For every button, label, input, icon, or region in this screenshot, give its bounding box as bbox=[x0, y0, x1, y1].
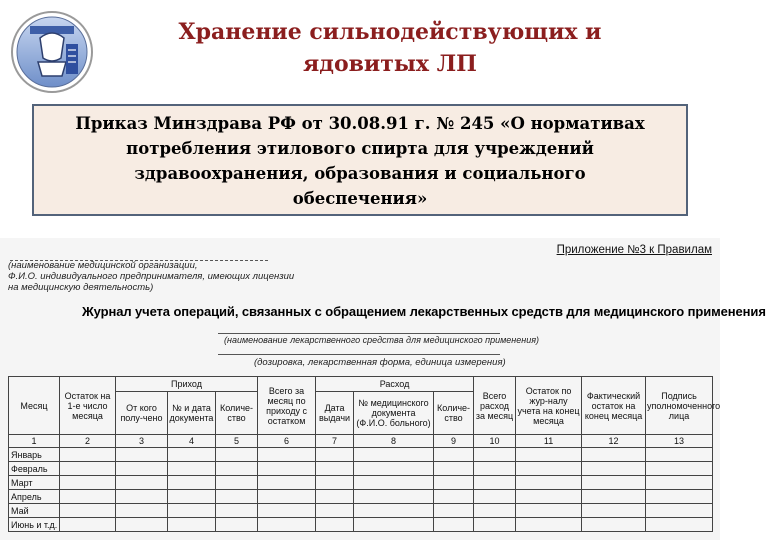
table-cell bbox=[354, 490, 434, 504]
table-row bbox=[9, 462, 713, 476]
table-cell bbox=[258, 462, 316, 476]
table-cell bbox=[434, 490, 474, 504]
table-cell bbox=[434, 476, 474, 490]
dosage-line bbox=[218, 354, 500, 355]
table-cell bbox=[216, 448, 258, 462]
month-name: Май bbox=[9, 504, 60, 518]
header-qty-in: Количе-ство bbox=[216, 392, 258, 435]
table-cell bbox=[354, 518, 434, 532]
header-med-doc-no: № медицинского документа (Ф.И.О. больного) bbox=[354, 392, 434, 435]
header-balance-start: Остаток на 1-е число месяца bbox=[60, 377, 116, 435]
org-caption bbox=[8, 260, 294, 293]
header-signature: Подпись уполномоченного лица bbox=[646, 377, 713, 435]
table-cell bbox=[516, 504, 582, 518]
table-cell bbox=[168, 448, 216, 462]
table-cell bbox=[316, 504, 354, 518]
table-cell bbox=[216, 476, 258, 490]
dosage-caption: (дозировка, лекарственная форма, единица измерения) bbox=[254, 357, 506, 368]
order-line: потребления этилового спирта для учреждений bbox=[126, 139, 594, 158]
table-cell bbox=[354, 504, 434, 518]
table-cell bbox=[316, 476, 354, 490]
order-line: обеспечения» bbox=[292, 189, 428, 208]
title-line-2: ядовитых ЛП bbox=[303, 51, 477, 77]
column-number: 8 bbox=[354, 435, 434, 448]
table-cell bbox=[646, 518, 713, 532]
table-cell bbox=[516, 490, 582, 504]
header-total-with-balance: Всего за месяц по приходу с остатком bbox=[258, 377, 316, 435]
table-cell bbox=[646, 476, 713, 490]
table-cell bbox=[516, 448, 582, 462]
table-cell bbox=[168, 462, 216, 476]
table-cell bbox=[582, 490, 646, 504]
drug-name-caption: (наименование лекарственного средства для медицинского применения) bbox=[224, 335, 540, 345]
header-month: Месяц bbox=[9, 377, 60, 435]
table-cell bbox=[116, 490, 168, 504]
table-cell bbox=[316, 490, 354, 504]
column-number: 11 bbox=[516, 435, 582, 448]
table-cell bbox=[60, 518, 116, 532]
table-cell bbox=[474, 504, 516, 518]
column-number: 1 bbox=[9, 435, 60, 448]
header-income: Приход bbox=[116, 377, 258, 392]
month-name: Июнь и т.д. bbox=[9, 518, 60, 532]
table-cell bbox=[116, 504, 168, 518]
org-caption-line: (наименование медицинской организации, bbox=[8, 260, 198, 271]
table-row bbox=[9, 448, 713, 462]
slide-title bbox=[130, 16, 650, 80]
column-number: 3 bbox=[116, 435, 168, 448]
table-cell bbox=[434, 448, 474, 462]
table-cell bbox=[258, 490, 316, 504]
table-cell bbox=[216, 504, 258, 518]
header-issue-date: Дата выдачи bbox=[316, 392, 354, 435]
journal-title: Журнал учета операций, связанных с обращением лекарственных средств для медицинского применения bbox=[82, 304, 766, 319]
medical-education-emblem-icon bbox=[8, 8, 96, 96]
table-cell bbox=[354, 476, 434, 490]
table-cell bbox=[116, 476, 168, 490]
header-qty-out: Количе-ство bbox=[434, 392, 474, 435]
table-cell bbox=[434, 462, 474, 476]
table-cell bbox=[60, 448, 116, 462]
table-cell bbox=[582, 476, 646, 490]
table-cell bbox=[474, 518, 516, 532]
table-cell bbox=[60, 476, 116, 490]
table-cell bbox=[646, 504, 713, 518]
table-cell bbox=[516, 476, 582, 490]
column-number-row bbox=[9, 435, 713, 448]
table-cell bbox=[60, 490, 116, 504]
column-number: 7 bbox=[316, 435, 354, 448]
month-name: Февраль bbox=[9, 462, 60, 476]
header-balance-end: Остаток по жур-налу учета на конец месяца bbox=[516, 377, 582, 435]
table-cell bbox=[434, 504, 474, 518]
column-number: 12 bbox=[582, 435, 646, 448]
month-name: Март bbox=[9, 476, 60, 490]
table-cell bbox=[582, 462, 646, 476]
table-row bbox=[9, 490, 713, 504]
table-cell bbox=[216, 518, 258, 532]
order-line: здравоохранения, образования и социального bbox=[134, 164, 586, 183]
table-cell bbox=[474, 476, 516, 490]
table-cell bbox=[316, 462, 354, 476]
table-cell bbox=[474, 462, 516, 476]
order-line: Приказ Минздрава РФ от 30.08.91 г. № 245 «О нормативах bbox=[75, 114, 645, 133]
column-number: 10 bbox=[474, 435, 516, 448]
table-cell bbox=[116, 518, 168, 532]
column-number: 9 bbox=[434, 435, 474, 448]
month-name: Апрель bbox=[9, 490, 60, 504]
table-cell bbox=[646, 490, 713, 504]
table-cell bbox=[168, 490, 216, 504]
table-cell bbox=[474, 490, 516, 504]
table-cell bbox=[474, 448, 516, 462]
table-cell bbox=[168, 504, 216, 518]
header-doc-no-date: № и дата документа bbox=[168, 392, 216, 435]
column-number: 4 bbox=[168, 435, 216, 448]
table-cell bbox=[354, 462, 434, 476]
table-cell bbox=[168, 518, 216, 532]
table-cell bbox=[258, 448, 316, 462]
title-line-1: Хранение сильнодействующих и bbox=[178, 19, 602, 45]
column-number: 13 bbox=[646, 435, 713, 448]
table-cell bbox=[116, 448, 168, 462]
drug-name-line bbox=[218, 333, 500, 334]
table-cell bbox=[168, 476, 216, 490]
table-cell bbox=[258, 518, 316, 532]
table-cell bbox=[60, 462, 116, 476]
table-row bbox=[9, 476, 713, 490]
table-row bbox=[9, 504, 713, 518]
table-cell bbox=[582, 448, 646, 462]
table-cell bbox=[216, 462, 258, 476]
table-cell bbox=[582, 504, 646, 518]
header-total-expense: Всего расход за месяц bbox=[474, 377, 516, 435]
table-cell bbox=[516, 518, 582, 532]
journal-table bbox=[8, 376, 721, 532]
table-row bbox=[9, 518, 713, 532]
header-from-whom: От кого полу-чено bbox=[116, 392, 168, 435]
column-number: 6 bbox=[258, 435, 316, 448]
table-cell bbox=[516, 462, 582, 476]
table-cell bbox=[434, 518, 474, 532]
table-cell bbox=[646, 448, 713, 462]
table-cell bbox=[258, 476, 316, 490]
table-cell bbox=[316, 448, 354, 462]
header-expense: Расход bbox=[316, 377, 474, 392]
table-cell bbox=[60, 504, 116, 518]
appendix-label: Приложение №3 к Правилам bbox=[556, 244, 712, 256]
table-cell bbox=[258, 504, 316, 518]
order-reference-box bbox=[32, 104, 688, 216]
column-number: 5 bbox=[216, 435, 258, 448]
header-actual-balance: Фактический остаток на конец месяца bbox=[582, 377, 646, 435]
month-name: Январь bbox=[9, 448, 60, 462]
table-cell bbox=[116, 462, 168, 476]
table-cell bbox=[316, 518, 354, 532]
table-cell bbox=[646, 462, 713, 476]
org-caption-line: на медицинскую деятельность) bbox=[8, 282, 154, 293]
table-cell bbox=[354, 448, 434, 462]
journal-document bbox=[0, 238, 766, 540]
column-number: 2 bbox=[60, 435, 116, 448]
org-caption-line: Ф.И.О. индивидуального предпринимателя, имеющих лицензии bbox=[8, 271, 295, 282]
table-cell bbox=[582, 518, 646, 532]
table-cell bbox=[216, 490, 258, 504]
